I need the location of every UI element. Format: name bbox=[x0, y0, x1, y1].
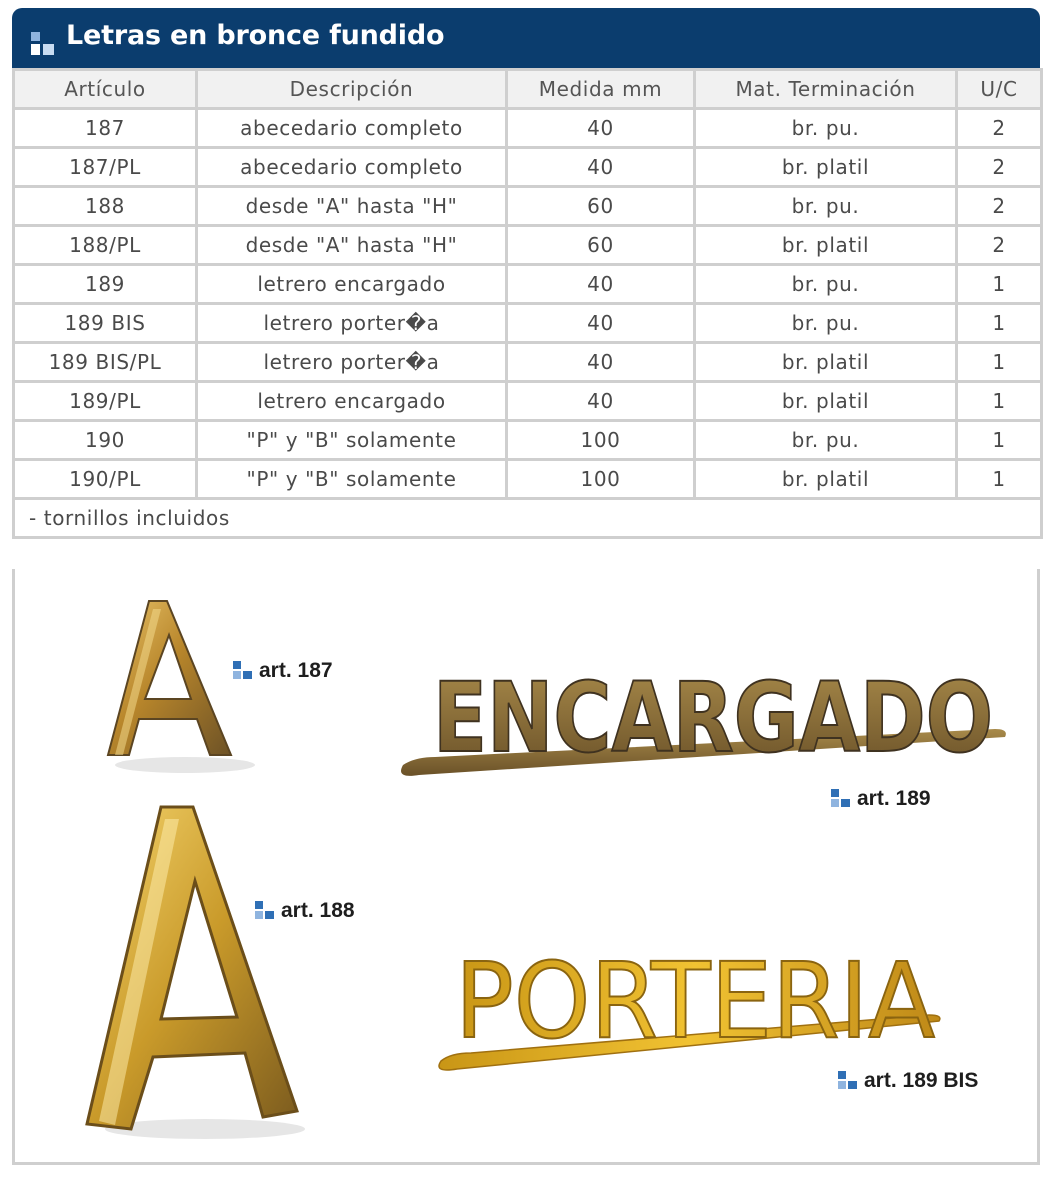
cell-medida: 40 bbox=[507, 148, 695, 187]
cell-medida: 40 bbox=[507, 304, 695, 343]
blue-squares-icon bbox=[31, 32, 55, 56]
table-row bbox=[14, 187, 1042, 226]
cell-descripcion: letrero encargado bbox=[197, 382, 507, 421]
column-header-descripcion: Descripción bbox=[197, 70, 507, 109]
encargado-sign-image bbox=[401, 662, 1006, 776]
cell-descripcion: letrero encargado bbox=[197, 265, 507, 304]
porteria-sign-image bbox=[439, 940, 940, 1070]
title-bar bbox=[12, 8, 1040, 68]
cell-descripcion: "P" y "B" solamente bbox=[197, 460, 507, 499]
cell-articulo: 189 BIS bbox=[14, 304, 197, 343]
cell-uc: 1 bbox=[957, 460, 1042, 499]
cell-uc: 2 bbox=[957, 148, 1042, 187]
cell-medida: 100 bbox=[507, 421, 695, 460]
column-header-articulo: Artículo bbox=[14, 70, 197, 109]
page-title: Letras en bronce fundido bbox=[66, 20, 445, 51]
cell-descripcion: desde "A" hasta "H" bbox=[197, 226, 507, 265]
cell-terminacion: br. platil bbox=[695, 343, 957, 382]
cell-terminacion: br. pu. bbox=[695, 304, 957, 343]
cell-terminacion: br. pu. bbox=[695, 187, 957, 226]
cell-descripcion: abecedario completo bbox=[197, 148, 507, 187]
table-note: - tornillos incluidos bbox=[14, 499, 1042, 538]
table-header-row bbox=[14, 70, 1042, 109]
cell-uc: 1 bbox=[957, 343, 1042, 382]
cell-terminacion: br. pu. bbox=[695, 265, 957, 304]
cell-articulo: 187 bbox=[14, 109, 197, 148]
caption-text: art. 188 bbox=[281, 899, 355, 922]
letter-a-small-image bbox=[108, 601, 255, 773]
cell-uc: 2 bbox=[957, 109, 1042, 148]
cell-terminacion: br. pu. bbox=[695, 421, 957, 460]
cell-descripcion: desde "A" hasta "H" bbox=[197, 187, 507, 226]
blue-squares-icon bbox=[838, 1071, 858, 1091]
cell-medida: 40 bbox=[507, 343, 695, 382]
cell-terminacion: br. platil bbox=[695, 226, 957, 265]
cell-descripcion: letrero porter�a bbox=[197, 304, 507, 343]
caption-art-188 bbox=[255, 899, 355, 923]
table-row bbox=[14, 460, 1042, 499]
cell-descripcion: abecedario completo bbox=[197, 109, 507, 148]
cell-uc: 1 bbox=[957, 304, 1042, 343]
cell-medida: 60 bbox=[507, 226, 695, 265]
blue-squares-icon bbox=[255, 901, 275, 921]
table-row bbox=[14, 148, 1042, 187]
cell-uc: 1 bbox=[957, 265, 1042, 304]
cell-terminacion: br. pu. bbox=[695, 109, 957, 148]
cell-articulo: 189/PL bbox=[14, 382, 197, 421]
cell-descripcion: letrero porter�a bbox=[197, 343, 507, 382]
cell-uc: 1 bbox=[957, 421, 1042, 460]
column-header-terminacion: Mat. Terminación bbox=[695, 70, 957, 109]
cell-articulo: 188/PL bbox=[14, 226, 197, 265]
cell-articulo: 187/PL bbox=[14, 148, 197, 187]
caption-text: art. 189 bbox=[857, 787, 931, 810]
caption-text: art. 187 bbox=[259, 659, 333, 682]
table-row bbox=[14, 343, 1042, 382]
table-row bbox=[14, 304, 1042, 343]
caption-text: art. 189 BIS bbox=[864, 1069, 979, 1092]
caption-art-189 bbox=[831, 787, 931, 811]
cell-uc: 2 bbox=[957, 187, 1042, 226]
cell-uc: 2 bbox=[957, 226, 1042, 265]
svg-text:PORTERIA: PORTERIA bbox=[455, 940, 935, 1062]
cell-articulo: 189 bbox=[14, 265, 197, 304]
cell-descripcion: "P" y "B" solamente bbox=[197, 421, 507, 460]
table-row bbox=[14, 421, 1042, 460]
cell-medida: 40 bbox=[507, 382, 695, 421]
cell-articulo: 189 BIS/PL bbox=[14, 343, 197, 382]
product-images bbox=[12, 569, 1040, 1165]
column-header-medida: Medida mm bbox=[507, 70, 695, 109]
cell-articulo: 190 bbox=[14, 421, 197, 460]
table-note-row bbox=[14, 499, 1042, 538]
caption-art-187 bbox=[233, 659, 333, 683]
table-row bbox=[14, 265, 1042, 304]
cell-medida: 40 bbox=[507, 265, 695, 304]
cell-terminacion: br. platil bbox=[695, 148, 957, 187]
cell-medida: 60 bbox=[507, 187, 695, 226]
column-header-uc: U/C bbox=[957, 70, 1042, 109]
cell-articulo: 190/PL bbox=[14, 460, 197, 499]
letter-a-large-image bbox=[87, 807, 305, 1139]
product-table bbox=[12, 68, 1043, 539]
blue-squares-icon bbox=[233, 661, 253, 681]
cell-articulo: 188 bbox=[14, 187, 197, 226]
blue-squares-icon bbox=[831, 789, 851, 809]
cell-terminacion: br. platil bbox=[695, 460, 957, 499]
table-row bbox=[14, 382, 1042, 421]
table-row bbox=[14, 109, 1042, 148]
cell-terminacion: br. platil bbox=[695, 382, 957, 421]
table-row bbox=[14, 226, 1042, 265]
cell-uc: 1 bbox=[957, 382, 1042, 421]
cell-medida: 100 bbox=[507, 460, 695, 499]
product-panel bbox=[12, 8, 1040, 1168]
caption-art-189-bis bbox=[838, 1069, 978, 1093]
svg-text:ENCARGADO: ENCARGADO bbox=[433, 662, 993, 774]
cell-medida: 40 bbox=[507, 109, 695, 148]
